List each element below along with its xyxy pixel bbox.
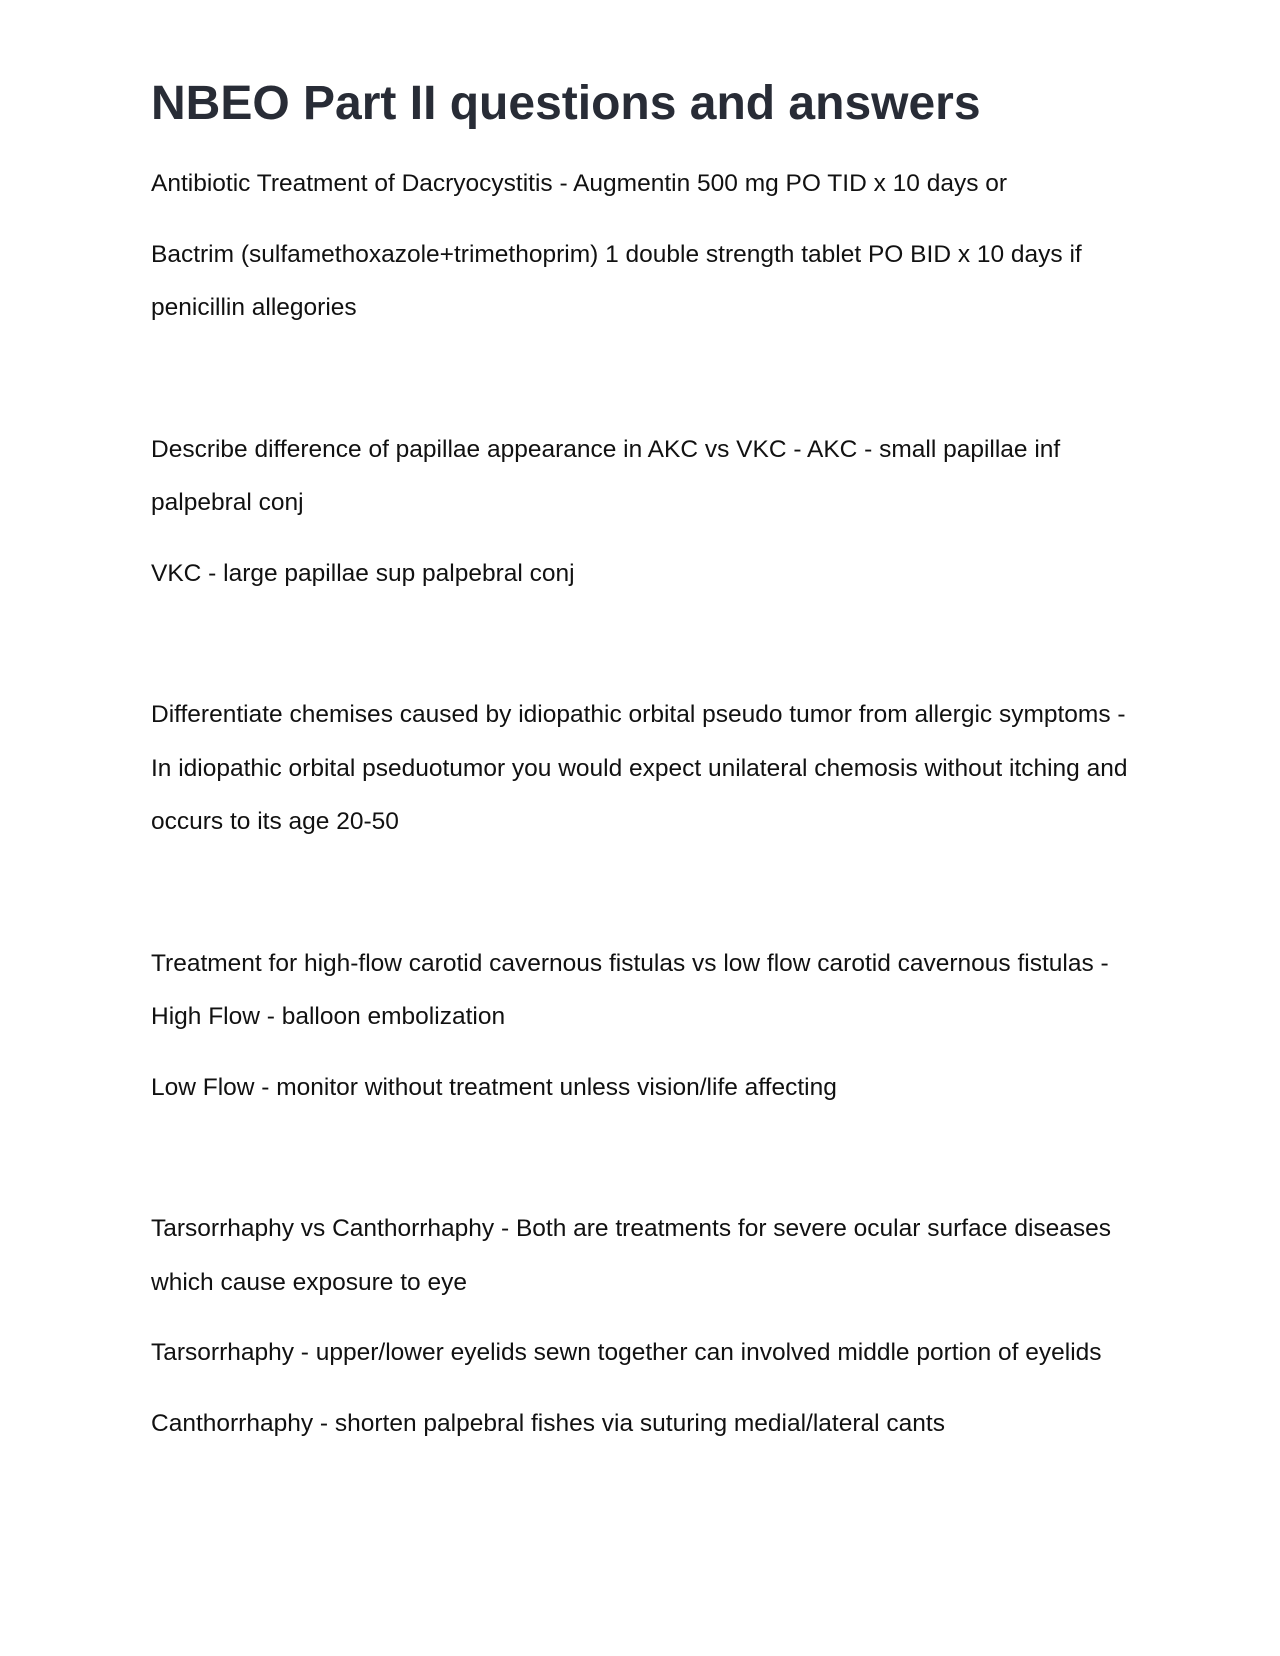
- answer-continuation-text: Bactrim (sulfamethoxazole+trimethoprim) 1 double strength tablet PO BID x 10 days if penicillin allegories: [151, 240, 1082, 321]
- qa-entry-dacryocystitis: [151, 157, 1141, 335]
- qa-entry-pseudotumor: [151, 688, 1141, 849]
- question-answer-text: Treatment for high-flow carotid cavernous fistulas vs low flow carotid cavernous fistulas - High Flow - balloon embolization: [151, 949, 1109, 1030]
- answer-continuation-text: Canthorrhaphy - shorten palpebral fishes via suturing medial/lateral cants: [151, 1409, 945, 1437]
- qa-entry-tarsorrhaphy: [151, 1202, 1141, 1450]
- question-answer-text: Tarsorrhaphy vs Canthorrhaphy - Both are treatments for severe ocular surface diseases which cause exposure to eye: [151, 1215, 1112, 1296]
- qa-entry-akc-vkc: [151, 423, 1141, 601]
- question-answer-text: Differentiate chemises caused by idiopathic orbital pseudo tumor from allergic symptoms - In idiopathic orbital pseduotumor you would expect unilateral chemosis without itching and occurs to its age 20-50: [151, 701, 1128, 835]
- document-body: [151, 157, 1141, 1450]
- answer-continuation-text: Tarsorrhaphy - upper/lower eyelids sewn together can involved middle portion of eyelids: [151, 1339, 1102, 1366]
- answer-continuation-text: VKC - large papillae sup palpebral conj: [151, 559, 575, 587]
- answer-continuation-text: Low Flow - monitor without treatment unless vision/life affecting: [151, 1073, 837, 1101]
- qa-entry-cc-fistulas: [151, 937, 1141, 1115]
- question-answer-text: Describe difference of papillae appearance in AKC vs VKC - AKC - small papillae inf palpebral conj: [151, 435, 1061, 516]
- question-answer-text: Antibiotic Treatment of Dacryocystitis - Augmentin 500 mg PO TID x 10 days or: [151, 170, 1008, 197]
- document-title: NBEO Part II questions and answers: [151, 77, 981, 130]
